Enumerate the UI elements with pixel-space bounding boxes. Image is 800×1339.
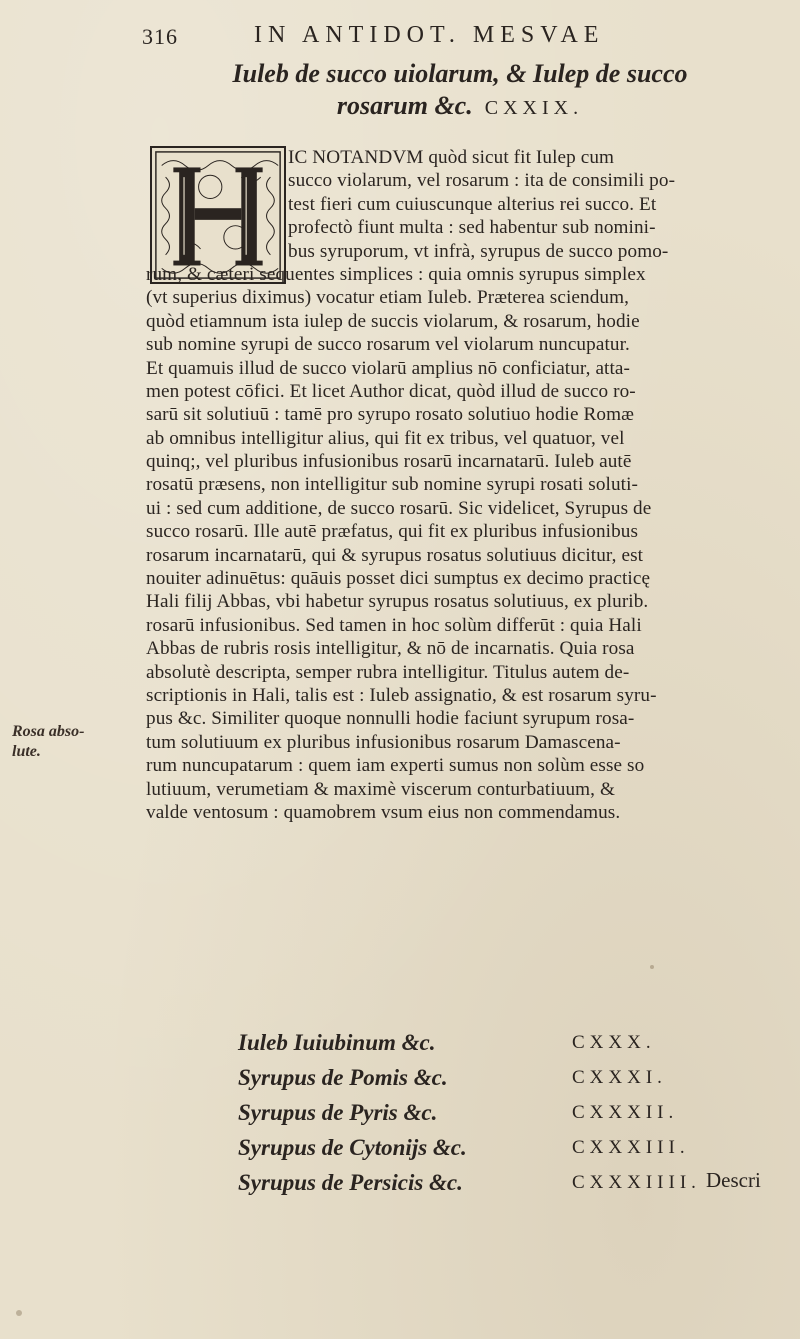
entry-number: CXXXII. (572, 1102, 679, 1123)
entry-row (238, 1065, 798, 1100)
entry-row (238, 1135, 798, 1170)
body-text (146, 146, 794, 824)
body-line: pus &c. Similiter quoque nonnulli hodie faciunt syrupum rosa- (146, 708, 635, 730)
entry-name: Syrupus de Pyris &c. (238, 1100, 438, 1125)
paper-stain (650, 965, 654, 969)
body-line: Et quamuis illud de succo violarū amplius nō conficiatur, atta- (146, 357, 631, 379)
entry-name: Syrupus de Persicis &c. (238, 1170, 463, 1195)
entry-row (238, 1100, 798, 1135)
body-line: test fieri cum cuiuscunque alterius rei succo. Et (288, 193, 657, 215)
running-head: IN ANTIDOT. MESVAE (254, 22, 605, 48)
entry-name: Iuleb Iuiubinum &c. (238, 1030, 436, 1055)
body-line: scriptionis in Hali, talis est : Iuleb assignatio, & est rosarum syru- (146, 684, 657, 706)
body-line: tum solutiuum ex pluribus infusionibus rosarum Damascena- (146, 731, 621, 753)
body-line: valde ventosum : quamobrem vsum eius non commendamus. (146, 801, 621, 823)
catchword: Descri (706, 1168, 761, 1192)
chapter-title-line-1: Iuleb de succo uiolarum, & Iulep de succo (232, 59, 688, 88)
entry-row (238, 1030, 798, 1065)
entry-number: CXXX. (572, 1032, 656, 1053)
body-line: Abbas de rubris rosis intelligitur, & nō de incarnatis. Quia rosa (146, 638, 635, 660)
body-line: rum nuncupatarum : quem iam experti sumus non solùm esse so (146, 755, 645, 777)
body-line: succo rosarū. Ille autē præfatus, qui fit ex pluribus infusionibus (146, 521, 639, 543)
body-line: bus syruporum, vt infrà, syrupus de succo pomo- (288, 240, 669, 262)
body-line: rosarum incarnatarū, qui & syrupus rosatus solutiuus dicitur, est (146, 544, 644, 566)
entry-number: CXXXIII. (572, 1137, 690, 1158)
body-line: profectò fiunt multa : sed habentur sub nomini- (288, 217, 656, 239)
paper-stain (16, 1310, 22, 1316)
entry-name: Syrupus de Pomis &c. (238, 1065, 448, 1090)
body-line: quinq;, vel pluribus infusionibus rosarū incarnatarū. Iuleb autē (146, 451, 632, 473)
page-number: 316 (142, 24, 178, 49)
body-line: lutiuum, verumetiam & maximè viscerum conturbatiuum, & (146, 778, 616, 800)
body-line: rum, & cæteri sequentes simplices : quia omnis syrupus simplex (146, 263, 646, 285)
body-line: nouiter adinuētus: quāuis posset dici sumptus ex decimo practicę (146, 568, 651, 590)
chapter-title (140, 58, 780, 124)
body-line: IC NOTANDVM quòd sicut fit Iulep cum (288, 147, 615, 168)
body-line: sarū sit solutiuū : tamē pro syrupo rosato solutiuo hodie Romæ (146, 404, 634, 426)
body-line: rosarū infusionibus. Sed tamen in hoc solùm differūt : quia Hali (146, 614, 642, 636)
body-line: quòd etiamnum ista iulep de succis violarum, & rosarum, hodie (146, 310, 640, 332)
entry-number: CXXXI. (572, 1067, 667, 1088)
chapter-title-text: rosarum &c. (336, 91, 473, 120)
body-line: ui : sed cum additione, de succo rosarū. Sic videlicet, Syrupus de (146, 497, 652, 519)
body-line: absolutè descripta, semper rubra intelligitur. Titulus autem de- (146, 661, 630, 683)
body-line: (vt superius diximus) vocatur etiam Iuleb. Præterea sciendum, (146, 287, 630, 309)
chapter-number: CXXIX. (484, 97, 584, 119)
body-line: succo violarum, vel rosarum : ita de consimili po- (288, 170, 676, 192)
body-line: ab omnibus intelligitur alius, qui fit ex tribus, vel quatuor, vel (146, 427, 625, 449)
body-line: men potest cōfici. Et licet Author dicat, quòd illud de succo ro- (146, 380, 636, 402)
entry-number: CXXXIIII. (572, 1172, 701, 1193)
body-line: rosatū præsens, non intelligitur sub nomine syrupi rosati soluti- (146, 474, 639, 496)
margin-note-line-2: lute. (12, 743, 41, 760)
margin-note-line-1: Rosa abso- (12, 723, 85, 740)
margin-note (12, 722, 132, 762)
body-line: Hali filij Abbas, vbi habetur syrupus rosatus solutiuus, ex plurib. (146, 591, 649, 613)
chapter-title-line-2 (140, 90, 780, 124)
page-header (142, 22, 782, 52)
body-line: sub nomine syrupi de succo rosarum vel violarum nuncupatur. (146, 334, 630, 356)
entry-name: Syrupus de Cytonijs &c. (238, 1135, 467, 1160)
